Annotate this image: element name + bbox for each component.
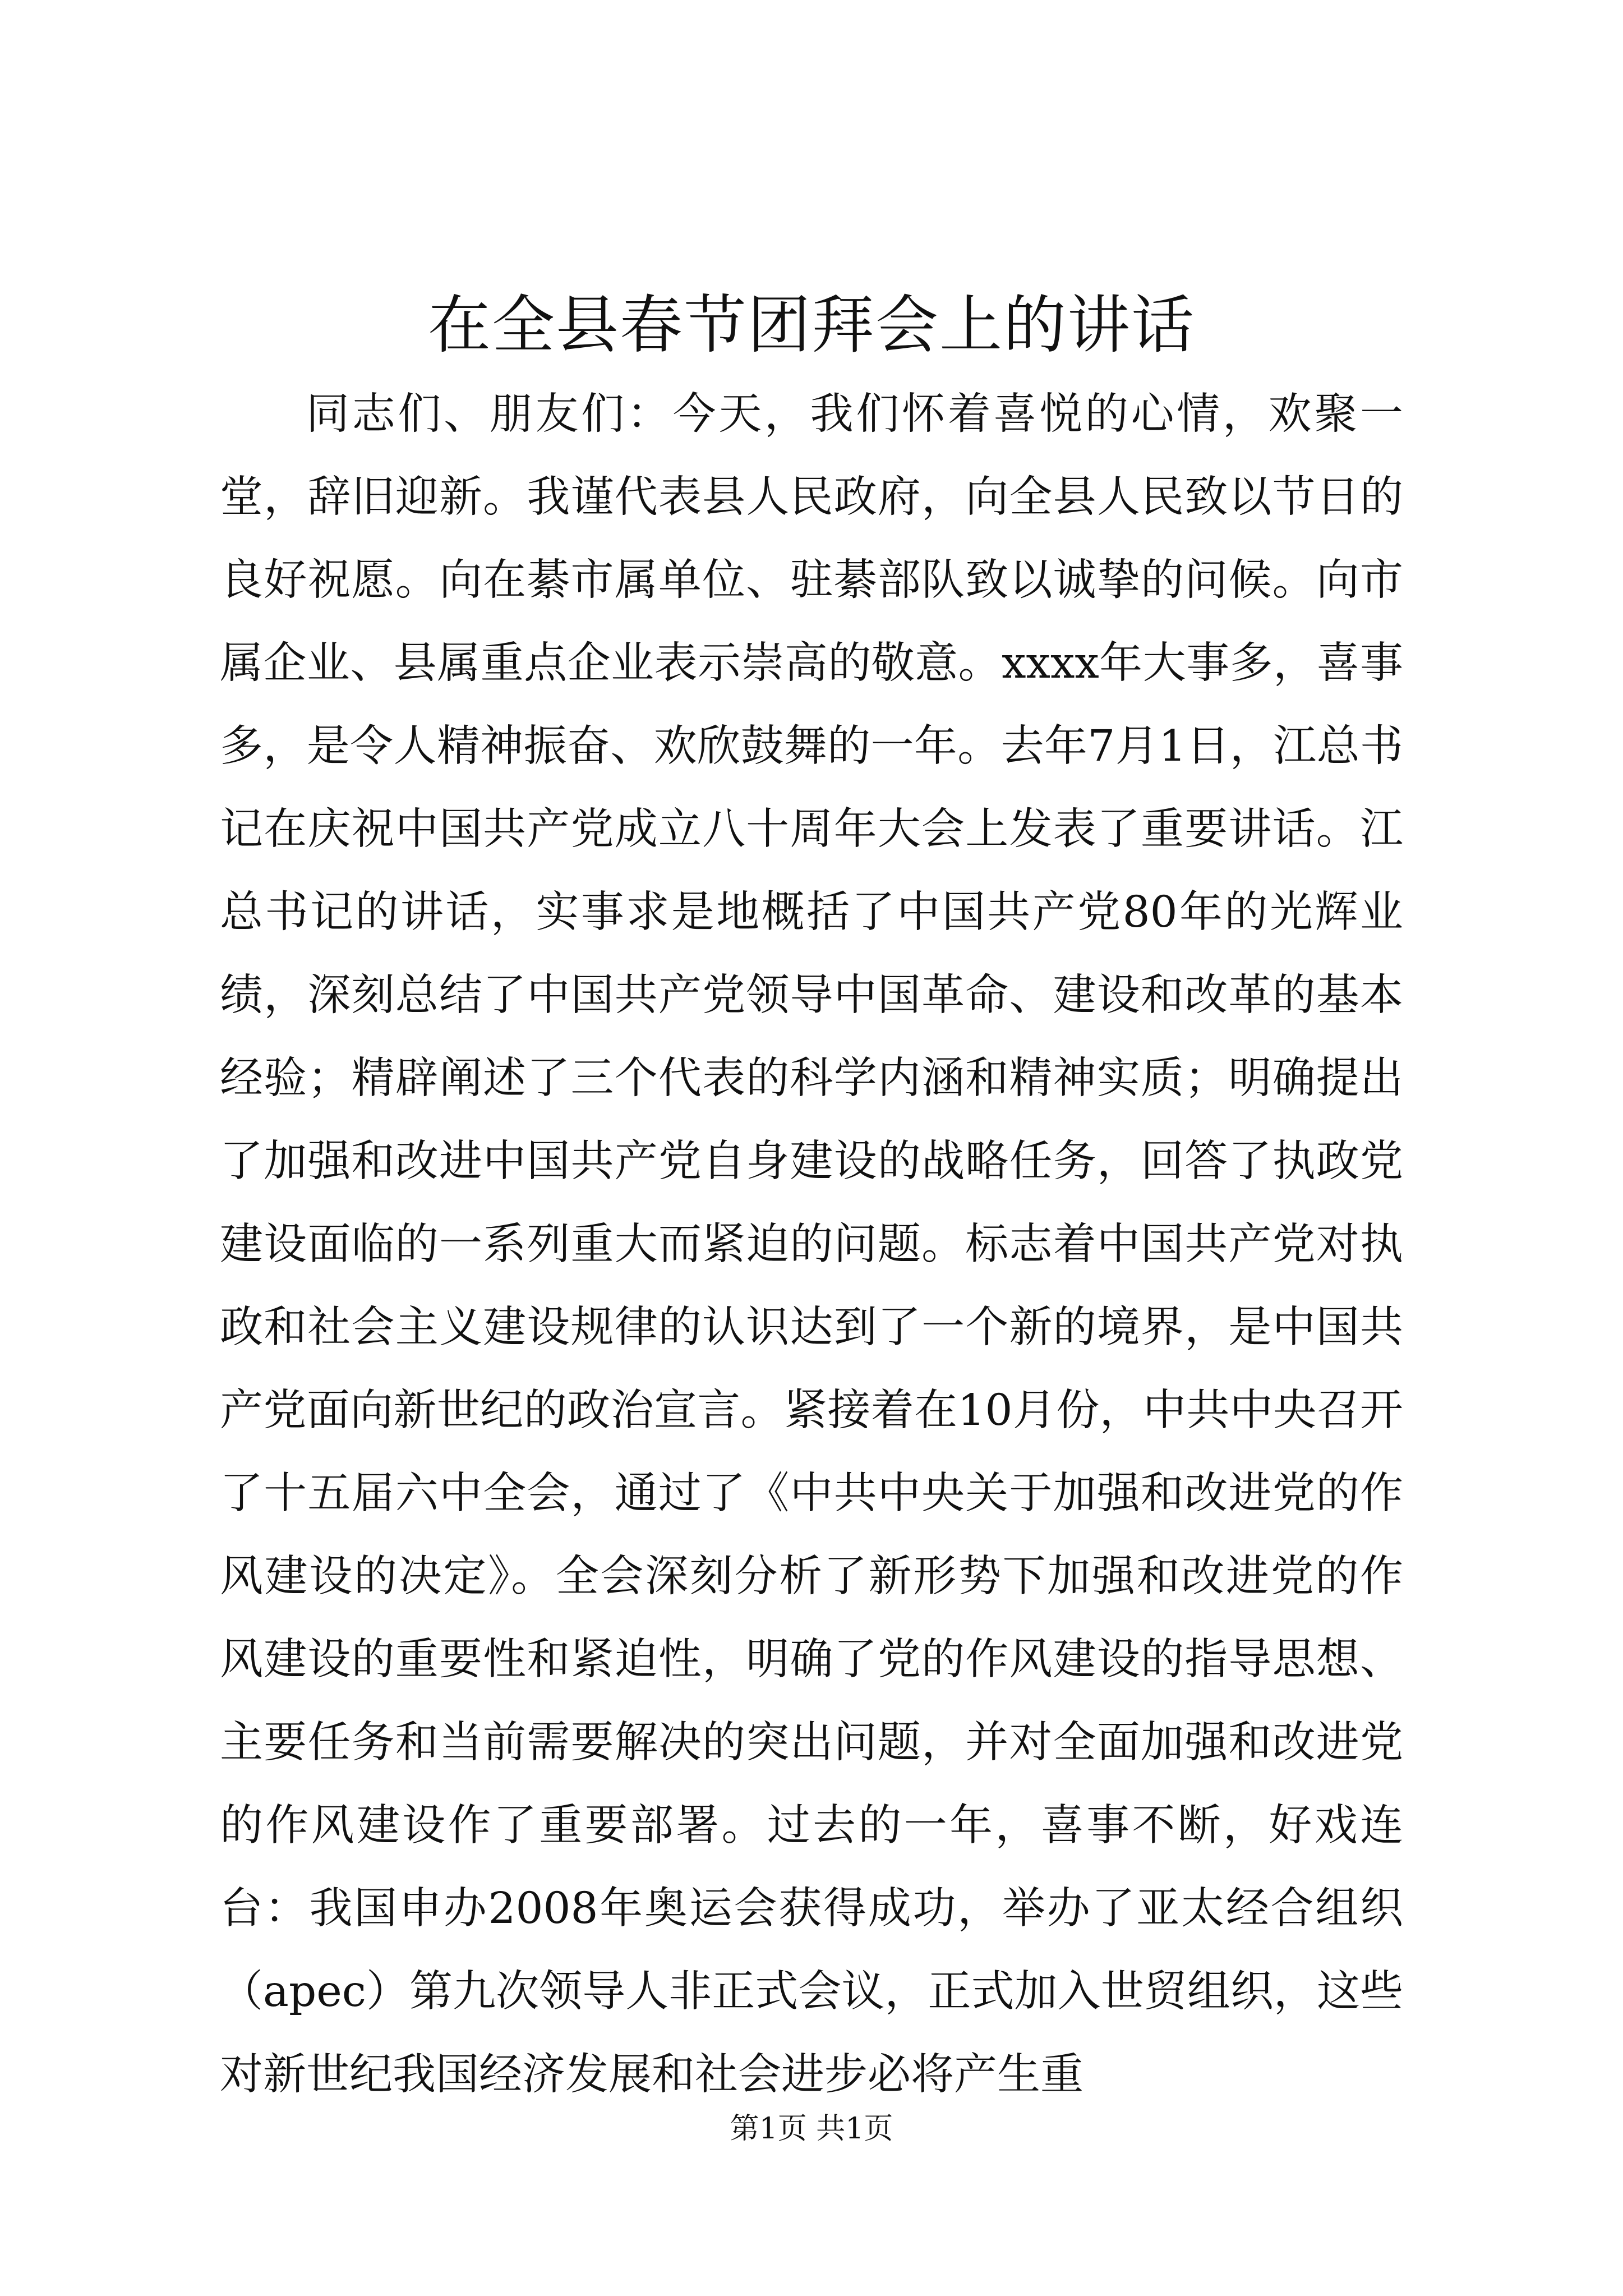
page-footer: 第1页 共1页 bbox=[730, 2112, 893, 2146]
document-title: 在全县春节团拜会上的讲话 bbox=[428, 289, 1195, 362]
body-paragraph: 同志们、朋友们：今天，我们怀着喜悦的心情，欢聚一堂，辞旧迎新。我谨代表县人民政府，向全县人民致以节日的良好祝愿。向在綦市属单位、驻綦部队致以诚挚的问候。向市属企业、县属重点企业表示崇高的敬意。xxxx年大事多，喜事多，是令人精神振奋、欢欣鼓舞的一年。去年7月1日，江总书记在庆祝中国共产党成立八十周年大会上发表了重要讲话。江总书记的讲话，实事求是地概括了中国共产党80年的光辉业绩，深刻总结了中国共产党领导中国革命、建设和改革的基本经验；精辟阐述了三个代表的科学内涵和精神实质；明确提出了加强和改进中国共产党自身建设的战略任务，回答了执政党建设面临的一系列重大而紧迫的问题。标志着中国共产党对执政和社会主义建设规律的认识达到了一个新的境界，是中国共产党面向新世纪的政治宣言。紧接着在10月份，中共中央召开了十五届六中全会，通过了《中共中央关于加强和改进党的作风建设的决定》。全会深刻分析了新形势下加强和改进党的作风建设的重要性和紧迫性，明确了党的作风建设的指导思想、主要任务和当前需要解决的突出问题，并对全面加强和改进党的作风建设作了重要部署。过去的一年，喜事不断，好戏连台：我国申办2008年奥运会获得成功，举办了亚太经合组织（apec）第九次领导人非正式会议，正式加入世贸组织，这些对新世纪我国经济发展和社会进步必将产生重 bbox=[220, 389, 1403, 2100]
